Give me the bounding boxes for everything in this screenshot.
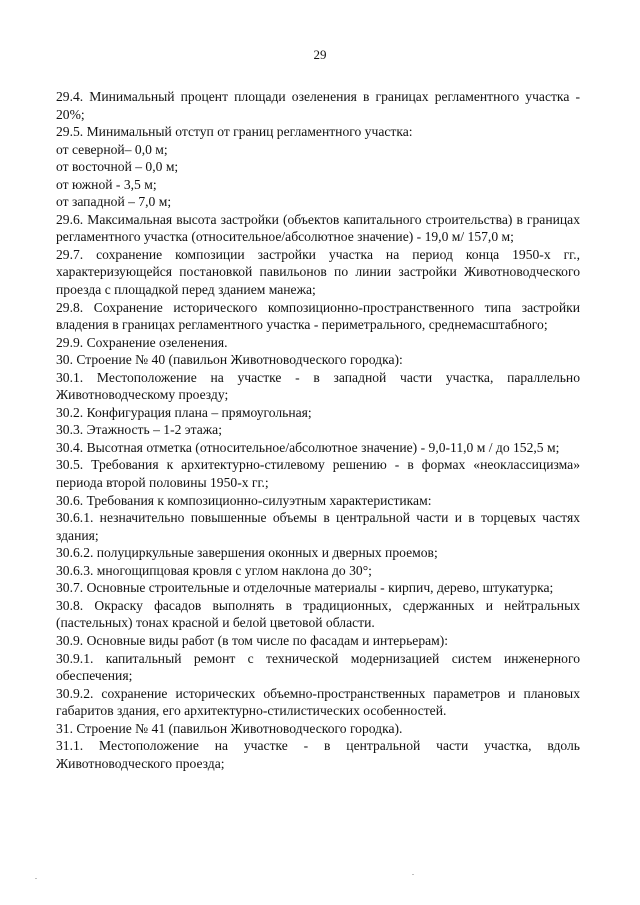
paragraph-30-6-1: 30.6.1. незначительно повышенные объемы в центральной части и в торцевых частях здания; [56,510,580,543]
paragraph-30-8: 30.8. Окраску фасадов выполнять в традиционных, сдержанных и нейтральных (пастельных) тонах красной и белой цветовой области. [56,597,580,631]
paragraph-30-6-2: 30.6.2. полуциркульные завершения оконных и дверных проемов; [56,545,438,561]
paragraph-30-9: 30.9. Основные виды работ (в том числе по фасадам и интерьерам): [56,632,449,648]
scan-speck: . [412,868,414,877]
paragraph-29-5: 29.5. Минимальный отступ от границ регламентного участка: [56,124,413,140]
paragraph-30-5: 30.5. Требования к архитектурно-стилевому решению - в формах «неоклассицизма» периода второй половины 1950-х гг.; [56,457,580,491]
paragraph-30-3: 30.3. Этажность – 1-2 этажа; [56,422,222,438]
scan-speck: . [35,872,37,881]
paragraph-31: 31. Строение № 41 (павильон Животноводческого городка). [56,720,403,736]
paragraph-30-4: 30.4. Высотная отметка (относительное/абсолютное значение) - 9,0-11,0 м / до 152,5 м; [56,439,560,455]
paragraph-30-1: 30.1. Местоположение на участке - в западной части участка, параллельно Животноводческому проезду; [56,369,580,403]
page-number: 29 [313,47,327,62]
setback-north: от северной– 0,0 м; [56,141,168,157]
setback-east: от восточной – 0,0 м; [56,159,179,175]
paragraph-29-7: 29.7. сохранение композиции застройки участка на период конца 1950-х гг., характеризующейся постановкой павильонов по линии застройки Животноводческого проезда с площадкой перед зданием манежа; [56,246,580,298]
paragraph-30: 30. Строение № 40 (павильон Животноводческого городка): [56,352,403,368]
paragraph-30-9-1: 30.9.1. капитальный ремонт с технической модернизацией систем инженерного обеспечения; [56,650,580,684]
paragraph-30-2: 30.2. Конфигурация плана – прямоугольная; [56,404,312,420]
setback-west: от западной – 7,0 м; [56,194,172,210]
paragraph-29-9: 29.9. Сохранение озеленения. [56,334,228,350]
paragraph-29-4: 29.4. Минимальный процент площади озеленения в границах регламентного участка - 20%; [56,89,580,122]
paragraph-30-9-2: 30.9.2. сохранение исторических объемно-пространственных параметров и плановых габаритов здания, его архитектурно-стилистических особенностей. [56,685,580,719]
paragraph-29-8: 29.8. Сохранение исторического композиционно-пространственного типа застройки владения в границах регламентного участка - периметрального, среднемасштабного; [56,299,580,333]
document-body [56,88,580,772]
paragraph-31-1: 31.1. Местоположение на участке - в центральной части участка, вдоль Животноводческого проезда; [56,738,580,771]
paragraph-29-6: 29.6. Максимальная высота застройки (объектов капитального строительства) в границах регламентного участка (относительное/абсолютное значение) - 19,0 м/ 157,0 м; [56,211,580,245]
paragraph-30-6-3: 30.6.3. многощипцовая кровля с углом наклона до 30°; [56,562,372,578]
setback-south: от южной - 3,5 м; [56,176,157,192]
paragraph-30-7: 30.7. Основные строительные и отделочные материалы - кирпич, дерево, штукатурка; [56,580,554,596]
paragraph-30-6: 30.6. Требования к композиционно-силуэтным характеристикам: [56,492,432,508]
